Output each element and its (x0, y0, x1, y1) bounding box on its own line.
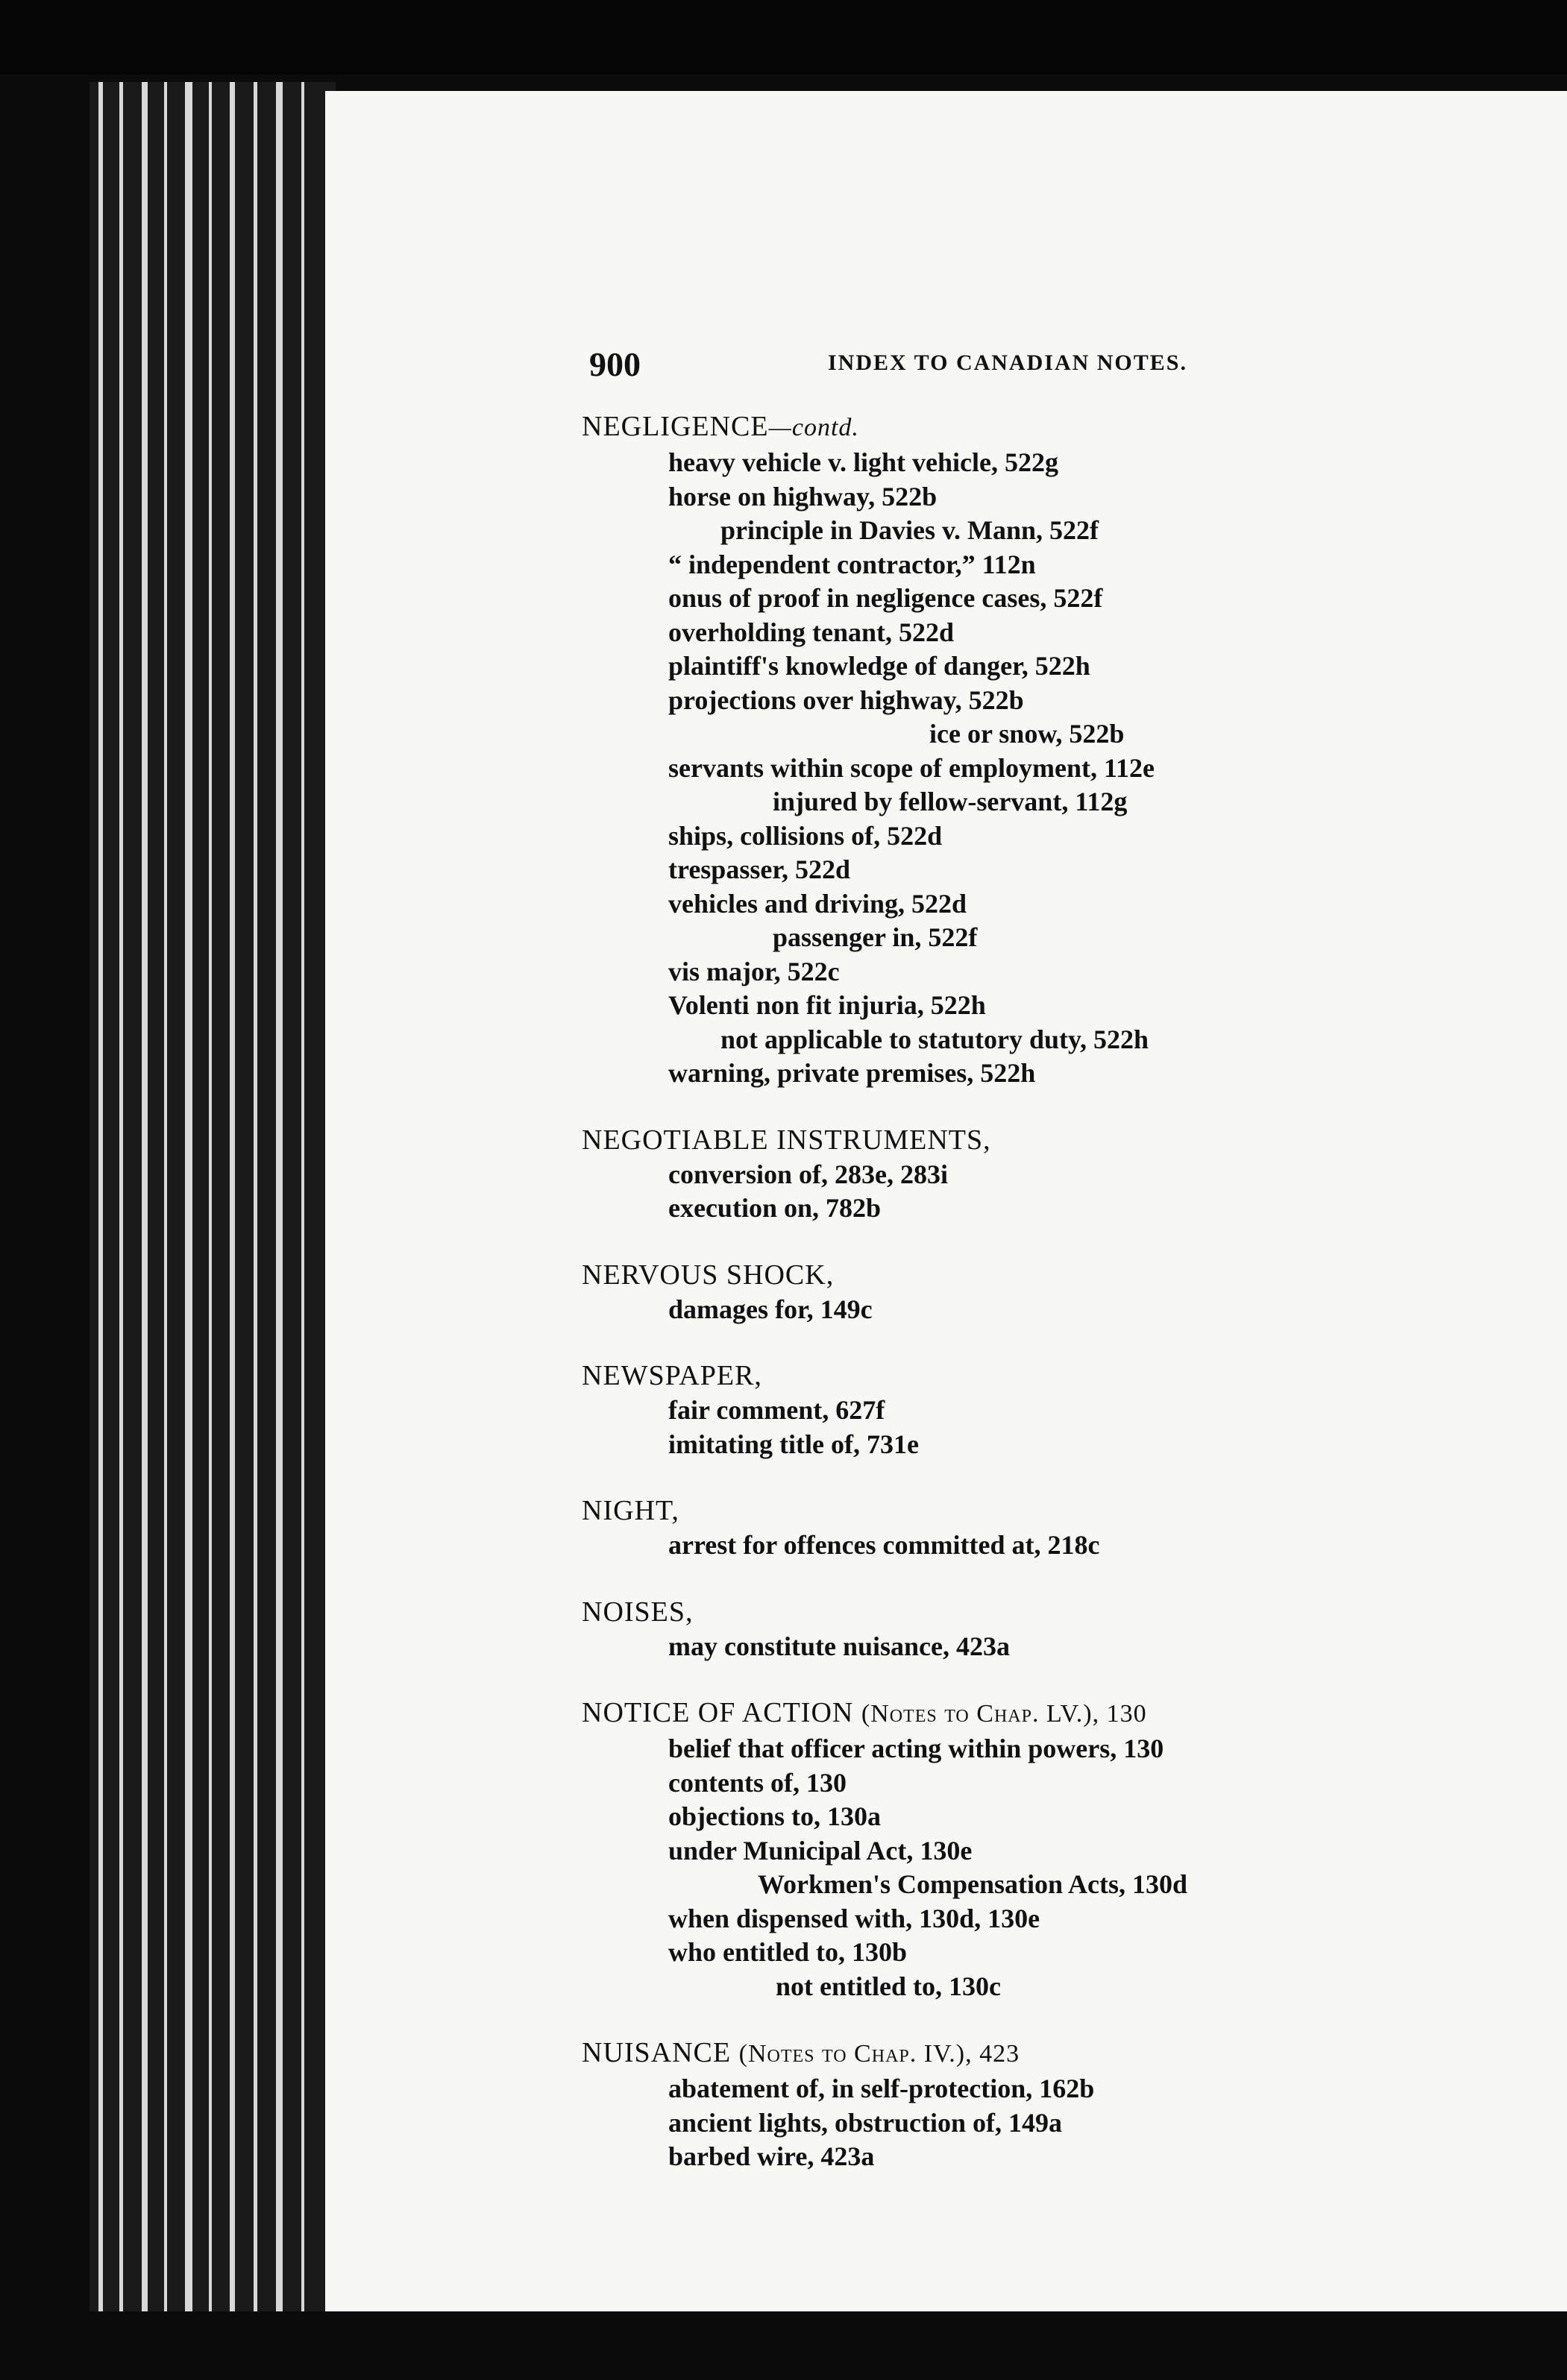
subentry: plaintiff's knowledge of danger, 522h (668, 651, 1090, 681)
entry-heading (582, 2035, 1462, 2072)
subentry: passenger in, 522f (773, 922, 978, 952)
page-edge-line (98, 82, 103, 2311)
subentry: servants within scope of employment, 112e (668, 752, 1155, 783)
subentry: injured by fellow-servant, 112g (773, 787, 1128, 816)
page-number: 900 (589, 345, 641, 383)
index-entry-negotiable-instruments (582, 1122, 1462, 1226)
entry-heading-text: NEGLIGENCE (582, 411, 769, 442)
index-entry-newspaper (582, 1358, 1462, 1461)
entry-heading-text: NOTICE OF ACTION (582, 1697, 854, 1728)
subentry: belief that officer acting within powers, 130 (668, 1734, 1164, 1763)
entry-heading (582, 1695, 1462, 1732)
subentry: not entitled to, 130c (776, 1971, 1001, 2001)
entry-heading: NERVOUS SHOCK, (582, 1259, 835, 1291)
subentry: when dispensed with, 130d, 130e (668, 1903, 1040, 1933)
subentry: damages for, 149c (668, 1294, 873, 1324)
page-edge-line (164, 82, 167, 2311)
subentry: “ independent contractor,” 112n (668, 549, 1036, 579)
subentry: contents of, 130 (668, 1767, 847, 1798)
book-page-edges (90, 82, 336, 2311)
index-entry-negligence (582, 409, 1462, 1091)
index-entry-notice-of-action (582, 1695, 1462, 2003)
index-entry-night (582, 1493, 1462, 1563)
subentry: projections over highway, 522b (668, 684, 1024, 715)
subentry: onus of proof in negligence cases, 522f (668, 583, 1103, 613)
running-head: INDEX TO CANADIAN NOTES. (828, 350, 1187, 375)
subentry: warning, private premises, 522h (668, 1058, 1036, 1088)
subentry: overholding tenant, 522d (668, 617, 955, 647)
chapter-reference: (Notes to Chap. IV.), 423 (738, 2040, 1020, 2068)
subentry: principle in Davies v. Mann, 522f (720, 515, 1099, 545)
subentry: heavy vehicle v. light vehicle, 522g (668, 447, 1058, 477)
entry-heading: NOISES, (582, 1596, 694, 1628)
page-edge-line (142, 82, 148, 2311)
subentry: conversion of, 283e, 283i (668, 1159, 948, 1189)
page-edge-line (276, 82, 283, 2311)
subentry: who entitled to, 130b (668, 1937, 908, 1967)
subentry: objections to, 130a (668, 1801, 881, 1831)
index-entry-noises (582, 1594, 1462, 1664)
continued-marker: —contd. (768, 414, 859, 441)
subentry: ancient lights, obstruction of, 149a (668, 2107, 1063, 2138)
index-list (582, 409, 1462, 2206)
subentry: vehicles and driving, 522d (668, 888, 967, 919)
chapter-reference: (Notes to Chap. LV.), 130 (861, 1700, 1147, 1728)
entry-heading: NEWSPAPER, (582, 1360, 762, 1391)
scan-background-top (0, 0, 1567, 75)
subentry: ships, collisions of, 522d (668, 820, 943, 851)
page-edge-line (301, 82, 304, 2311)
entry-heading: NEGOTIABLE INSTRUMENTS, (582, 1124, 991, 1156)
subentry: Volenti non fit injuria, 522h (668, 990, 986, 1020)
subentry: trespasser, 522d (668, 854, 851, 884)
page-edge-line (185, 82, 192, 2311)
subentry: abatement of, in self-protection, 162b (668, 2074, 1095, 2103)
subentry: execution on, 782b (668, 1193, 882, 1223)
page-edge-line (254, 82, 257, 2311)
subentry: Workmen's Compensation Acts, 130d (758, 1869, 1188, 1899)
subentry: fair comment, 627f (668, 1395, 885, 1425)
entry-heading-text: NUISANCE (582, 2037, 732, 2068)
subentry: vis major, 522c (668, 956, 840, 986)
page-edge-line (230, 82, 235, 2311)
entry-heading: NIGHT, (582, 1495, 679, 1526)
index-entry-nuisance (582, 2035, 1462, 2174)
index-entry-nervous-shock (582, 1257, 1462, 1327)
subentry: barbed wire, 423a (668, 2141, 875, 2171)
subentry: under Municipal Act, 130e (668, 1835, 973, 1866)
subentry: imitating title of, 731e (668, 1429, 919, 1459)
subentry: arrest for offences committed at, 218c (668, 1530, 1100, 1560)
page-edge-line (119, 82, 123, 2311)
subentry: may constitute nuisance, 423a (668, 1631, 1010, 1661)
subentry: ice or snow, 522b (929, 719, 1125, 749)
page-header (589, 344, 1231, 382)
subentry: not applicable to statutory duty, 522h (720, 1024, 1149, 1054)
subentry: horse on highway, 522b (668, 481, 938, 511)
entry-heading (582, 409, 1462, 446)
page-edge-line (209, 82, 212, 2311)
